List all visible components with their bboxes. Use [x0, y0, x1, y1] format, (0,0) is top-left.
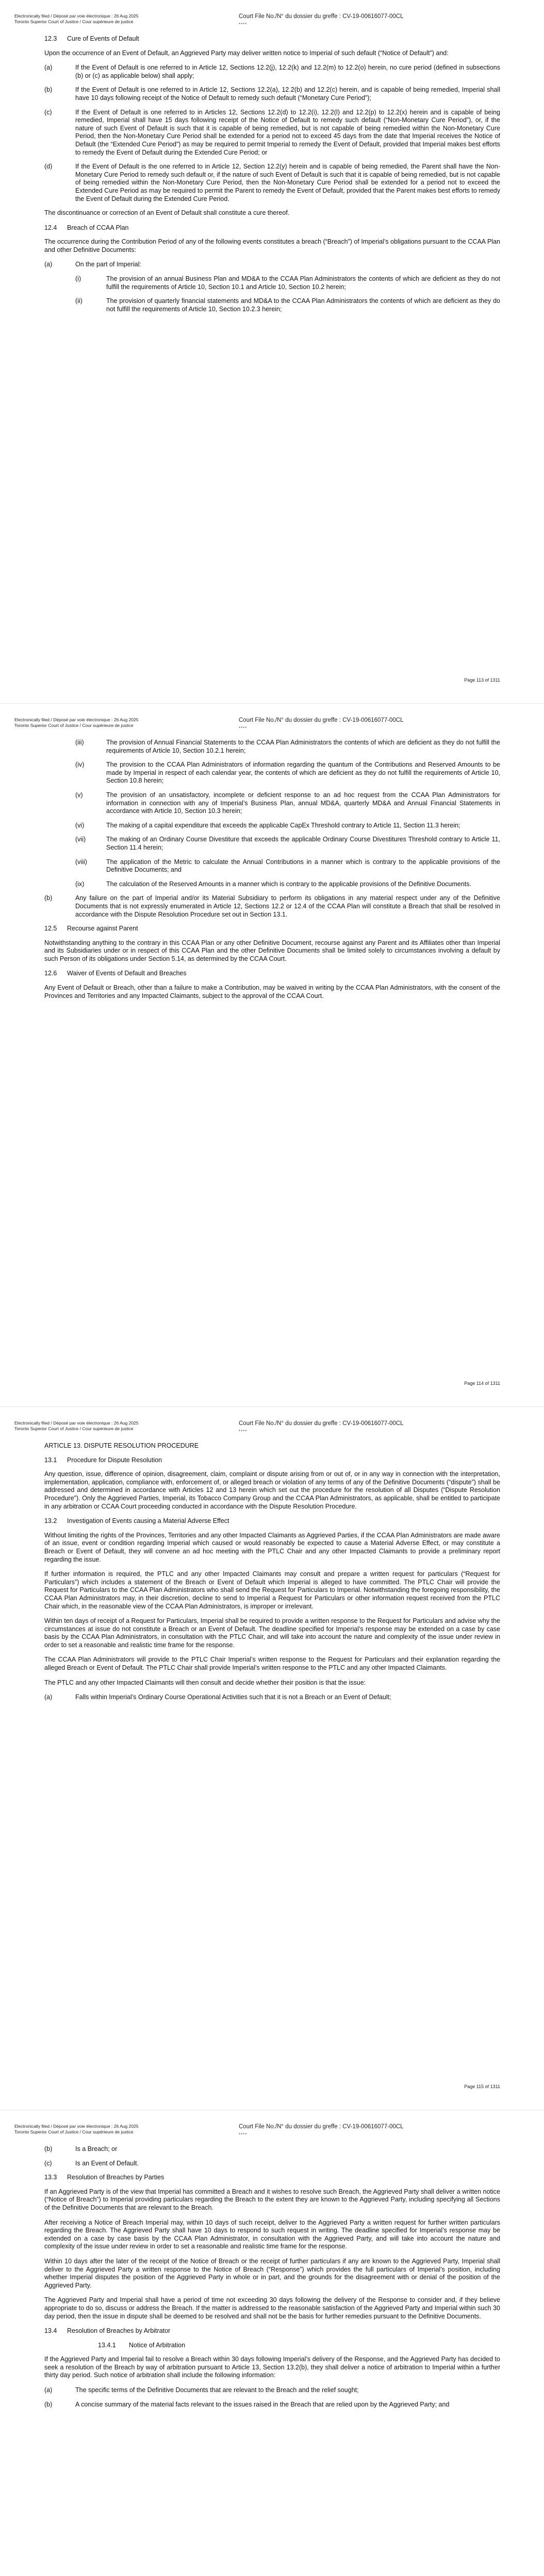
section-title: Investigation of Events causing a Material Adverse Effect — [67, 1517, 229, 1525]
list-label: (ii) — [75, 297, 83, 305]
list-text: If the Event of Default is the one referred to in Article 12, Section 12.2(y) herein and is capable of being remedied, the Parent shall have the Non-Monetary Cure Period to remedy such default or, if the nature of such Event of Default is such that it is capable of being remedied, but is not capable of being remedied within the Non-Monetary Cure Period, then the Non-Monetary Cure Period shall be extended for a period not to exceed the Extended Cure Period as may be required to permit the Parent to remedy the Event of Default, provided that the Parent makes best efforts to remedy the Event of Default during the Extended Cure Period. — [75, 163, 500, 202]
list-text: A concise summary of the material facts relevant to the issues raised in the Breach that are relied upon by the Aggrieved Party; and — [75, 2400, 450, 2408]
filing-stamp-line: Toronto Superior Court of Justice / Cour supérieure de justice — [14, 2129, 134, 2134]
list-text: Falls within Imperial’s Ordinary Course Operational Activities such that it is not a Breach or an Event of Default; — [75, 1693, 391, 1701]
list-text: The making of a capital expenditure that exceeds the applicable CapEx Threshold contrary to Article 11, Section 11.3 herein; — [106, 821, 460, 829]
filing-stamp — [14, 2124, 139, 2135]
sub-list-item — [44, 791, 500, 816]
list-label: (i) — [75, 275, 81, 283]
list-text: The provision of quarterly financial statements and MD&A to the CCAA Plan Administrators the contents of which are deficient as they do not fulfill the requirements of Article 10, Section 10.2.3 herein; — [106, 297, 500, 313]
list-label: (c) — [44, 108, 52, 116]
paragraph: The discontinuance or correction of an Event of Default shall constitute a cure thereof. — [44, 209, 290, 217]
section-heading — [44, 925, 500, 933]
sub-list-item — [44, 880, 500, 889]
list-text: The provision to the CCAA Plan Administrators of information regarding the quantum of the Contributions and Reserved Amounts to be made by Imperial in respect of each calendar year, the contents of which are deficient as they do not fulfill the requirements of Article 10, Section 10.8 herein; — [106, 761, 500, 785]
paragraph: After receiving a Notice of Breach Imperial may, within 10 days of such receipt, deliver to the Aggrieved Party a written request for further written particulars regarding the Breach. The Aggrieved Party shall have 10 days to respond to such request in writing. The deadline specified for Imperial’s response may be extended on a case by case basis by the CCAA Plan Administrator, in consultation with the Aggrieved Party, and will take into account the nature and complexity of the issue under review in order to set a reasonable and realistic time frame for the response. — [44, 2218, 500, 2250]
section-number: 13.1 — [44, 1456, 57, 1464]
sub-list-item — [44, 822, 500, 830]
list-item — [44, 2401, 500, 2409]
document-page — [0, 1406, 544, 2110]
list-item — [44, 2145, 500, 2154]
list-label: (a) — [44, 64, 53, 72]
list-text: The provision of Annual Financial Statements to the CCAA Plan Administrators the contents of which are deficient as they do not fulfill the requirements of Article 10, Section 10.2.1 herein; — [106, 739, 500, 754]
paragraph: The Aggrieved Party and Imperial shall have a period of time not exceeding 30 days following the delivery of the Response to consider and, if they believe appropriate to do so, discuss or address the Breach. If the matter is addressed to the reasonable satisfaction of the Aggrieved Party and Imperial within such 30 day period, then the issue in dispute shall be deemed to be resolved and shall not be the basis for further remedies pursuant to the Definitive Documents. — [44, 2296, 500, 2320]
list-label: (iii) — [75, 739, 84, 746]
list-item — [44, 86, 500, 102]
court-file-number: Court File No./N° du dossier du greffe : CV-19-00616077-00CL — [239, 717, 404, 723]
court-file-number: Court File No./N° du dossier du greffe : CV-19-00616077-00CL — [239, 2124, 404, 2130]
list-label: (vi) — [75, 821, 85, 829]
list-label: (b) — [44, 2145, 53, 2153]
paragraph: If further information is required, the PTLC and any other Impacted Claimants may consult and prepare a written request for particulars (“Request for Particulars”) which includes a statement of the Breach or Event of Default which Imperial is alleged to have committed. The PTLC Chair will provide the Request for Particulars to the CCAA Plan Administrators who shall send the Request for Particulars to Imperial. Notwithstanding the foregoing responsibility, the CCAA Plan Administrators may, in their discretion, decline to send to Imperial a Request for Particulars or other information request received from the PTLC Chair which, in the reasonable view of the CCAA Plan Administrators, is improper or irrelevant. — [44, 1570, 500, 1610]
paragraph: Without limiting the rights of the Provinces, Territories and any other Impacted Claimants as Aggrieved Parties, if the CCAA Plan Administrators are made aware of an issue, event or condition regarding Imperial which caused or would reasonably be expected to cause a Material Adverse Effect, or may constitute a Breach or Event of Default, they will convene an ad hoc meeting with the PTLC Chair and any other Impacted Claimants to provide a preliminary report regarding the issue. — [44, 1531, 500, 1563]
list-label: (d) — [44, 163, 53, 171]
section-heading — [44, 35, 500, 43]
list-text: If the Event of Default is one referred to in Article 12, Sections 12.2(j), 12.2(k) and 12.2(m) to 12.2(o) herein, no cure period (defined in subsections (b) or (c) as applicable below) shall apply; — [75, 64, 500, 79]
section-title: Resolution of Breaches by Parties — [67, 2174, 164, 2181]
list-text: The provision of an unsatisfactory, incomplete or deficient response to an ad hoc request from the CCAA Plan Administrators for information in connection with any of Imperial’s Business Plan, annual MD&A, quarterly MD&A and Annual Financial Statements in accordance with Article 10, Section 10.3 herein; — [106, 791, 500, 815]
header-mark: **** — [239, 1429, 248, 1434]
filing-stamp-line: Electronically filed / Déposé par voie électronique : 26 Aug 2025 — [14, 2124, 139, 2129]
court-file-number: Court File No./N° du dossier du greffe : CV-19-00616077-00CL — [239, 1420, 404, 1427]
sub-list-item — [44, 858, 500, 874]
paragraph: Within 10 days after the later of the receipt of the Notice of Breach or the receipt of further particulars if any are known to the Aggrieved Party, Imperial shall deliver to the Aggrieved Party a written response to the Notice of Breach (“Response”) which provides the full particulars of Imperial’s position, including whether Imperial disputes the position of the Aggrieved Party in whole or in part, and the grounds for the disagreement with or denial of the position of the Aggrieved Party. — [44, 2257, 500, 2289]
page-body — [44, 1442, 500, 1708]
list-item — [44, 64, 500, 80]
section-number: 12.3 — [44, 35, 57, 42]
page-body — [44, 35, 500, 319]
court-file-number: Court File No./N° du dossier du greffe : CV-19-00616077-00CL — [239, 13, 404, 20]
list-label: (a) — [44, 261, 53, 268]
list-label: (iv) — [75, 761, 85, 769]
filing-stamp-line: Toronto Superior Court of Justice / Cour supérieure de justice — [14, 1426, 134, 1431]
list-text: The application of the Metric to calculate the Annual Contributions in a manner which is contrary to the applicable provisions of the Definitive Documents; and — [106, 858, 500, 874]
list-item — [44, 261, 500, 269]
section-title: Procedure for Dispute Resolution — [67, 1456, 162, 1464]
document-page — [0, 703, 544, 1406]
paragraph: Any question, issue, difference of opinion, disagreement, claim, complaint or dispute arising from or out of, or in any way in connection with the interpretation, implementation, application, compliance with, enforcement of, or alleged breach or violation of any terms of any of the Definitive Documents (“dispute”) shall be addressed and determined in accordance with Articles 12 and 13 herein which set out the procedure for the resolution of all Disputes (“Dispute Resolution Procedure”). Only the Aggrieved Parties, Imperial, its Tobacco Company Group and the CCAA Plan Administrators, as applicable, shall be entitled to participate in any arbitration or CCAA Court proceeding conducted in accordance with the Dispute Resolution Procedure. — [44, 1470, 500, 1510]
list-item — [44, 109, 500, 157]
list-label: (v) — [75, 791, 83, 799]
page-body — [44, 739, 500, 1007]
section-heading — [44, 2327, 500, 2335]
filing-stamp-line: Electronically filed / Déposé par voie électronique : 26 Aug 2025 — [14, 1420, 139, 1426]
list-text: Any failure on the part of Imperial and/or its Material Subsidiary to perform its obligations in any material respect under any of the Definitive Documents that is not expressly enumerated in Article 12, Sections 12.2 or 12.4 of the CCAA Plan will constitute a Breach that shall be resolved in accordance with the Dispute Resolution Procedure set out in Section 13.1. — [75, 894, 500, 918]
list-item — [44, 894, 500, 919]
list-text: Is an Event of Default. — [75, 2159, 139, 2167]
paragraph: If the Aggrieved Party and Imperial fail to resolve a Breach within 30 days following Imperial’s delivery of the Response, and the Aggrieved Party has decided to seek a resolution of the Breach by way of arbitration pursuant to Article 13, Section 13.2(b), they shall deliver a notice of arbitration to Imperial within a further thirty day period. Such notice of arbitration shall include the following information: — [44, 2355, 500, 2379]
filing-stamp — [14, 13, 139, 25]
list-text: If the Event of Default is one referred to in Articles 12, Sections 12.2(d) to 12.2(i), 12.2(l) and 12.2(p) to 12.2(x) herein and is capable of being remedied, Imperial shall have 15 days following receipt of the Notice of Default to remedy such default (“Non-Monetary Cure Period”), or, if the nature of such Event of Default is such that it is capable of being remedied, but is not capable of being remedied within the Non-Monetary Cure Period, then the Non-Monetary Cure Period shall be extended for a period not to exceed 45 days from the date that Imperial receives the Notice of Default (the “Extended Cure Period”) as may be required to permit Imperial to remedy the Event of Default, provided that Imperial makes best efforts to remedy the Event of Default during the Extended Cure Period; or — [75, 108, 500, 156]
list-item — [44, 2386, 500, 2395]
paragraph: The CCAA Plan Administrators will provide to the PTLC Chair Imperial’s written response to the Request for Particulars and their explanation regarding the alleged Breach or Event of Default. The PTLC Chair shall provide Imperial’s written response to the PTLC and any other Impacted Claimants. — [44, 1656, 500, 1672]
paragraph: If an Aggrieved Party is of the view that Imperial has committed a Breach and it wishes to resolve such Breach, the Aggrieved Party shall deliver a written notice (“Notice of Breach”) to Imperial providing particulars regarding the Breach to the extent they are known to the Aggrieved Party, including specifying all Sections of the Definitive Documents that are relevant to the Breach. — [44, 2188, 500, 2211]
page-body — [44, 2145, 500, 2415]
list-item — [44, 163, 500, 203]
section-heading — [44, 1456, 500, 1465]
paragraph: The occurrence during the Contribution Period of any of the following events constitutes a breach (“Breach”) of Imperial’s obligations pursuant to the CCAA Plan and other Definitive Documents: — [44, 238, 500, 253]
section-title: Resolution of Breaches by Arbitrator — [67, 2327, 171, 2335]
document-page — [0, 2110, 544, 2576]
article-heading: ARTICLE 13. DISPUTE RESOLUTION PROCEDURE — [44, 1442, 199, 1449]
section-heading — [44, 970, 500, 978]
list-text: On the part of Imperial: — [75, 261, 141, 268]
sub-list-item — [44, 739, 500, 755]
subsection-heading — [44, 2342, 500, 2350]
header-mark: **** — [239, 22, 248, 27]
list-item — [44, 1693, 500, 1702]
section-title: Recourse against Parent — [67, 925, 138, 933]
list-label: (ix) — [75, 880, 85, 888]
header-mark: **** — [239, 726, 248, 731]
page-number: Page 114 of 1311 — [464, 1381, 500, 1386]
section-heading — [44, 2174, 500, 2182]
list-label: (b) — [44, 894, 53, 902]
section-title: Breach of CCAA Plan — [67, 224, 129, 231]
section-title: Notice of Arbitration — [129, 2341, 186, 2349]
paragraph: Upon the occurrence of an Event of Default, an Aggrieved Party may deliver written notice to Imperial of such default (“Notice of Default”) and: — [44, 49, 449, 57]
section-number: 13.3 — [44, 2174, 57, 2181]
paragraph: Any Event of Default or Breach, other than a failure to make a Contribution, may be waived in writing by the CCAA Plan Administrators, with the consent of the Provinces and Territories and any Impacted Claimants, subject to the approval of the CCAA Court. — [44, 984, 500, 999]
sub-list-item — [44, 275, 500, 291]
filing-stamp — [14, 1420, 139, 1432]
section-number: 12.4 — [44, 224, 57, 231]
header-mark: **** — [239, 2132, 248, 2137]
filing-stamp-line: Toronto Superior Court of Justice / Cour supérieure de justice — [14, 723, 134, 728]
filing-stamp-line: Toronto Superior Court of Justice / Cour supérieure de justice — [14, 19, 134, 24]
section-number: 13.2 — [44, 1517, 57, 1525]
section-number: 13.4.1 — [98, 2341, 116, 2349]
sub-list-item — [44, 836, 500, 852]
section-number: 12.6 — [44, 970, 57, 977]
section-heading — [44, 1517, 500, 1526]
filing-stamp-line: Electronically filed / Déposé par voie électronique : 26 Aug 2025 — [14, 717, 139, 722]
list-text: If the Event of Default is one referred to in Article 12, Sections 12.2(a), 12.2(b) and 12.2(c) herein, and is capable of being remedied, Imperial shall have 10 days following receipt of the Notice of Default to remedy such default (“Monetary Cure Period”); — [75, 86, 500, 101]
list-text: Is a Breach; or — [75, 2145, 118, 2153]
list-label: (a) — [44, 1693, 53, 1701]
page-number: Page 115 of 1311 — [464, 2084, 500, 2089]
paragraph: Notwithstanding anything to the contrary in this CCAA Plan or any other Definitive Document, recourse against any Parent and its Affiliates other than Imperial and its Subsidiaries under or in respect of this CCAA Plan and the other Definitive Documents shall be limited solely to circumstances involving a default by such Person of its obligations under Section 5.14, as determined by the CCAA Court. — [44, 939, 500, 962]
document-page — [0, 0, 544, 703]
list-label: (b) — [44, 2400, 53, 2408]
list-label: (c) — [44, 2159, 52, 2167]
list-item — [44, 2160, 500, 2168]
sub-list-item — [44, 297, 500, 313]
paragraph: Within ten days of receipt of a Request for Particulars, Imperial shall be required to provide a written response to the Request for Particulars and advise why the circumstances at issue do not constitute a Breach or an Event of Default. The deadline specified for Imperial’s response may be extended on a case by case basis by the CCAA Plan Administrators, in consultation with the PTLC Chair, and will take into account the nature and complexity of the issue under review in order to set a reasonable and realistic time frame for the response. — [44, 1617, 500, 1649]
section-number: 12.5 — [44, 925, 57, 933]
list-label: (viii) — [75, 858, 87, 866]
list-label: (a) — [44, 2386, 53, 2394]
section-heading — [44, 224, 500, 232]
filing-stamp — [14, 717, 139, 728]
page-number: Page 113 of 1311 — [464, 677, 500, 683]
list-label: (vii) — [75, 836, 86, 843]
sub-list-item — [44, 761, 500, 785]
list-label: (b) — [44, 86, 53, 94]
list-text: The calculation of the Reserved Amounts in a manner which is contrary to the applicable provisions of the Definitive Documents. — [106, 880, 472, 888]
list-text: The making of an Ordinary Course Divestiture that exceeds the applicable Ordinary Course Divestitures Threshold contrary to Article 11, Section 11.4 herein; — [106, 836, 500, 851]
filing-stamp-line: Electronically filed / Déposé par voie électronique : 26 Aug 2025 — [14, 13, 139, 19]
section-number: 13.4 — [44, 2327, 57, 2335]
list-text: The specific terms of the Definitive Documents that are relevant to the Breach and the relief sought; — [75, 2386, 359, 2394]
list-text: The provision of an annual Business Plan and MD&A to the CCAA Plan Administrators the contents of which are deficient as they do not fulfill the requirements of Article 10, Section 10.1 and Article 10, Section 10.2 herein; — [106, 275, 500, 291]
paragraph: The PTLC and any other Impacted Claimants will then consult and decide whether their position is that the issue: — [44, 1679, 366, 1686]
section-title: Waiver of Events of Default and Breaches — [67, 970, 187, 977]
section-title: Cure of Events of Default — [67, 35, 139, 42]
